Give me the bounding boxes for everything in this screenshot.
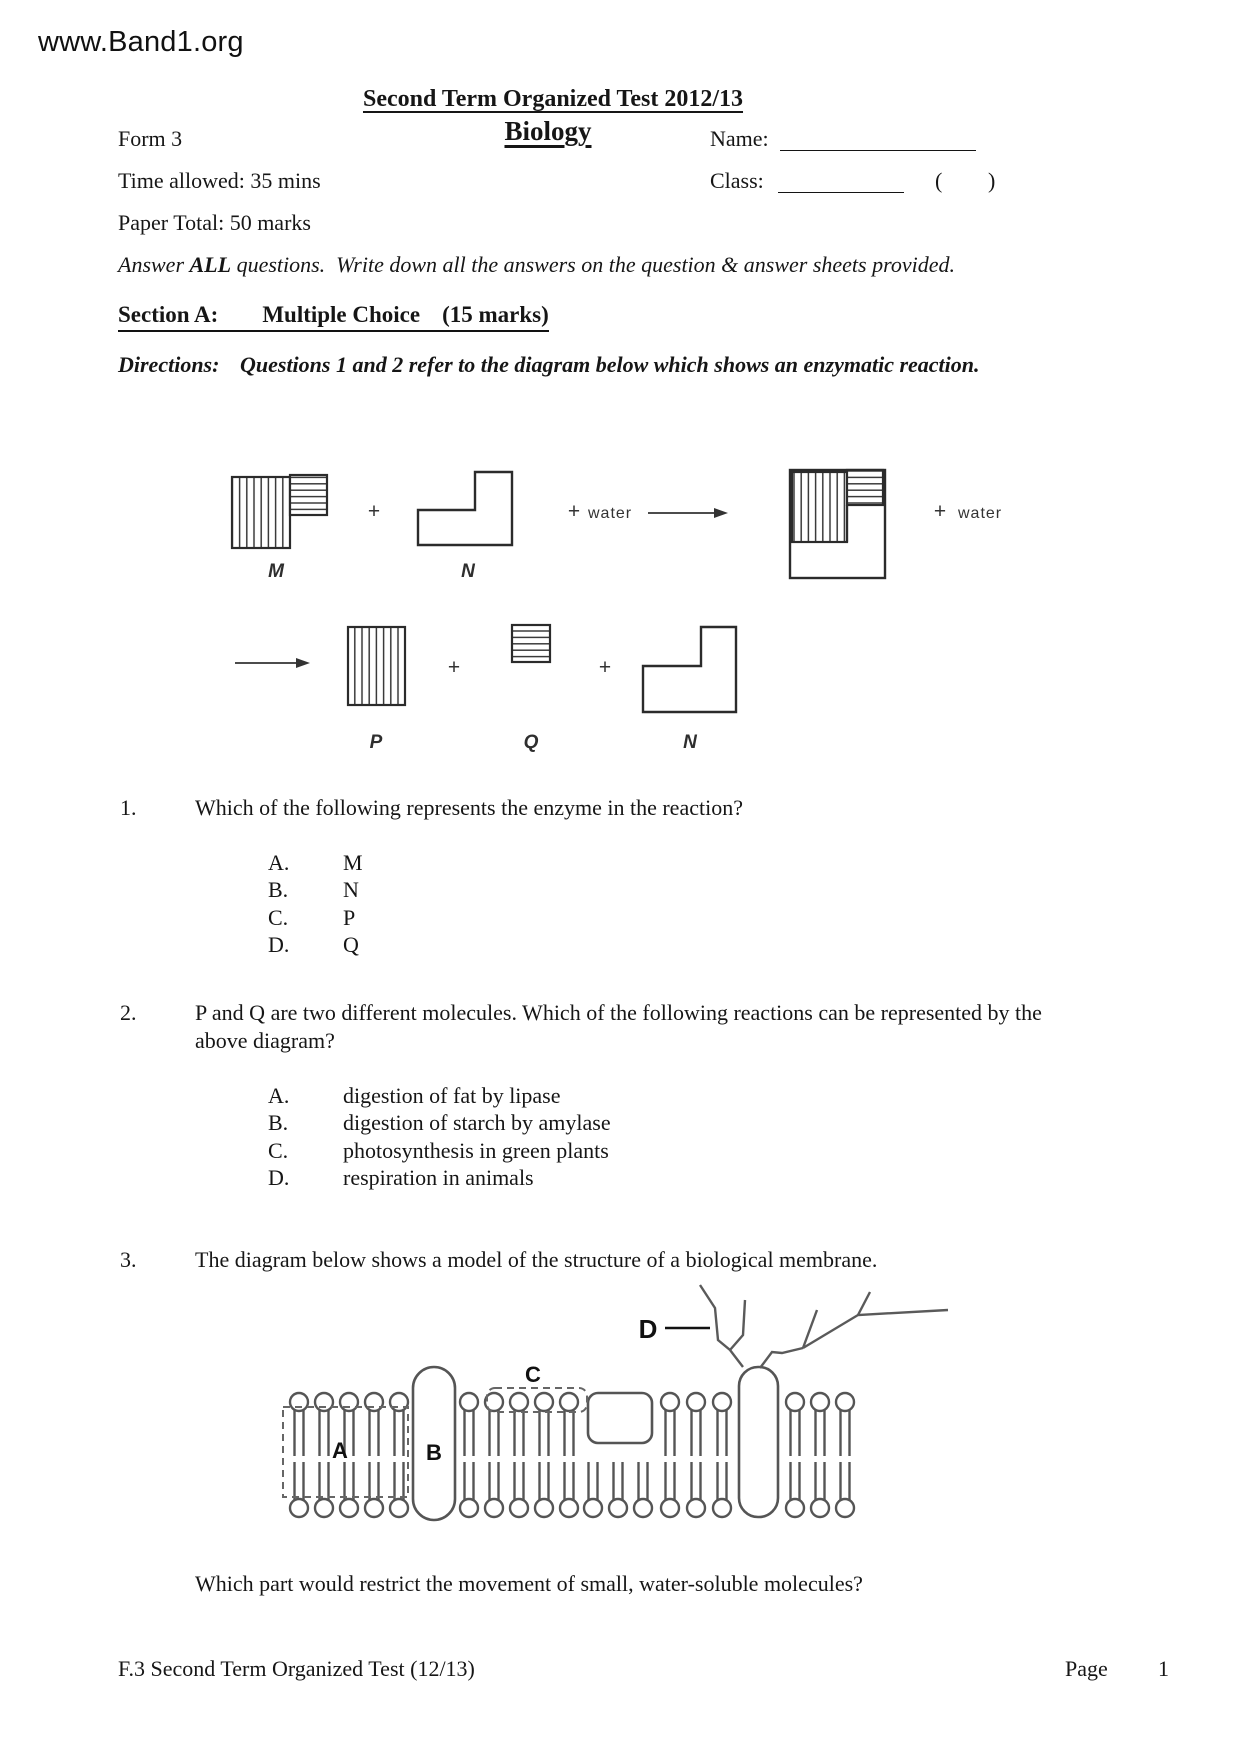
q2-number: 2. — [120, 1000, 137, 1025]
option-letter: A. — [268, 850, 290, 875]
q3-text: The diagram below shows a model of the structure of a biological membrane. — [195, 1247, 878, 1272]
q1-options — [268, 849, 363, 959]
directions-label: Directions: — [118, 352, 220, 377]
plus-sign: + — [447, 656, 461, 679]
plus-sign: + — [367, 500, 381, 523]
plus-sign: + — [933, 500, 947, 523]
label-q: Q — [523, 732, 539, 753]
option-letter: C. — [268, 1137, 289, 1163]
label-n-top: N — [461, 561, 475, 582]
class-number-paren-close: ) — [988, 168, 996, 193]
option-letter: A. — [268, 1083, 290, 1108]
footer-page-label: Page — [1065, 1656, 1108, 1681]
label-m: M — [268, 561, 284, 582]
option-letter: C. — [268, 904, 289, 930]
q1-option-b — [268, 876, 363, 903]
shape-enzyme-substrate-complex — [790, 470, 885, 578]
label-d: D — [638, 1314, 658, 1344]
q2-option-a — [268, 1082, 611, 1109]
time-allowed: Time allowed: 35 mins — [118, 168, 321, 193]
shape-m-substrate — [232, 475, 327, 548]
section-a-title: Multiple Choice — [262, 302, 421, 327]
q2-options — [268, 1082, 611, 1192]
q3-followup: Which part would restrict the movement of small, water-soluble molecules? — [195, 1571, 863, 1596]
carbohydrate-chain — [700, 1285, 948, 1368]
q2-option-b — [268, 1109, 611, 1136]
q1-option-c — [268, 904, 363, 931]
instruction-prefix: Answer — [118, 252, 190, 277]
option-text: Q — [343, 932, 359, 958]
option-letter: D. — [268, 1165, 290, 1191]
q2-text-line1: P and Q are two different molecules. Which of the following reactions can be represented by the — [195, 1000, 1042, 1025]
label-n-bottom: N — [683, 732, 697, 753]
water-label-2: water — [958, 505, 1003, 522]
page-title: Second Term Organized Test 2012/13 — [362, 86, 744, 112]
shape-p-product — [348, 627, 405, 705]
name-blank-line — [780, 128, 976, 151]
section-a-marks: (15 marks) — [442, 302, 549, 327]
class-number-paren-open: ( — [935, 168, 943, 193]
enzyme-reaction-diagram — [200, 455, 1050, 755]
instruction-suffix: questions. Write down all the answers on the question & answer sheets provided. — [231, 252, 955, 277]
instruction-all: ALL — [189, 252, 232, 277]
option-text: digestion of starch by amylase — [343, 1110, 611, 1136]
glycoprotein — [739, 1367, 778, 1517]
section-a-heading — [118, 302, 549, 328]
option-letter: B. — [268, 1110, 289, 1136]
q1-text: Which of the following represents the enzyme in the reaction? — [195, 795, 743, 820]
shape-n-enzyme-top — [418, 472, 512, 545]
water-label-1: water — [588, 505, 633, 522]
label-c: C — [525, 1362, 541, 1387]
label-b: B — [426, 1440, 442, 1465]
plus-sign: + — [598, 656, 612, 679]
directions-text: Questions 1 and 2 refer to the diagram below which shows an enzymatic reaction. — [240, 352, 980, 377]
label-p: P — [369, 732, 383, 753]
q3-number: 3. — [120, 1247, 137, 1272]
q2-option-c — [268, 1137, 611, 1164]
footer-page-number: 1 — [1158, 1656, 1169, 1681]
general-instruction — [118, 252, 955, 278]
option-text: N — [343, 877, 359, 903]
section-a-label: Section A: — [118, 302, 219, 327]
reaction-arrow-bottom — [235, 658, 310, 668]
option-text: M — [343, 850, 363, 875]
embedded-protein — [588, 1393, 652, 1443]
option-text: digestion of fat by lipase — [343, 1083, 561, 1108]
shape-n-enzyme-bottom — [643, 627, 736, 712]
membrane-diagram — [270, 1270, 970, 1555]
directions-row — [118, 352, 1118, 378]
option-letter: D. — [268, 932, 290, 958]
name-label: Name: — [710, 126, 769, 151]
reaction-arrow-top — [648, 508, 728, 518]
footer-title: F.3 Second Term Organized Test (12/13) — [118, 1656, 475, 1681]
q2-text-line2: above diagram? — [195, 1028, 335, 1053]
q1-number: 1. — [120, 795, 137, 820]
option-letter: B. — [268, 877, 289, 903]
label-a: A — [332, 1438, 348, 1463]
class-label: Class: — [710, 168, 764, 193]
class-blank-line — [778, 170, 904, 193]
q1-option-d — [268, 931, 363, 958]
q1-option-a — [268, 849, 363, 876]
form-label: Form 3 — [118, 126, 183, 151]
shape-q-product — [512, 625, 550, 662]
plus-sign: + — [567, 500, 581, 523]
paper-total: Paper Total: 50 marks — [118, 210, 311, 235]
option-text: photosynthesis in green plants — [343, 1137, 609, 1163]
option-text: P — [343, 904, 356, 930]
site-watermark: www.Band1.org — [38, 26, 244, 58]
q2-option-d — [268, 1164, 611, 1191]
subject-title: Biology — [504, 116, 592, 146]
option-text: respiration in animals — [343, 1165, 534, 1191]
